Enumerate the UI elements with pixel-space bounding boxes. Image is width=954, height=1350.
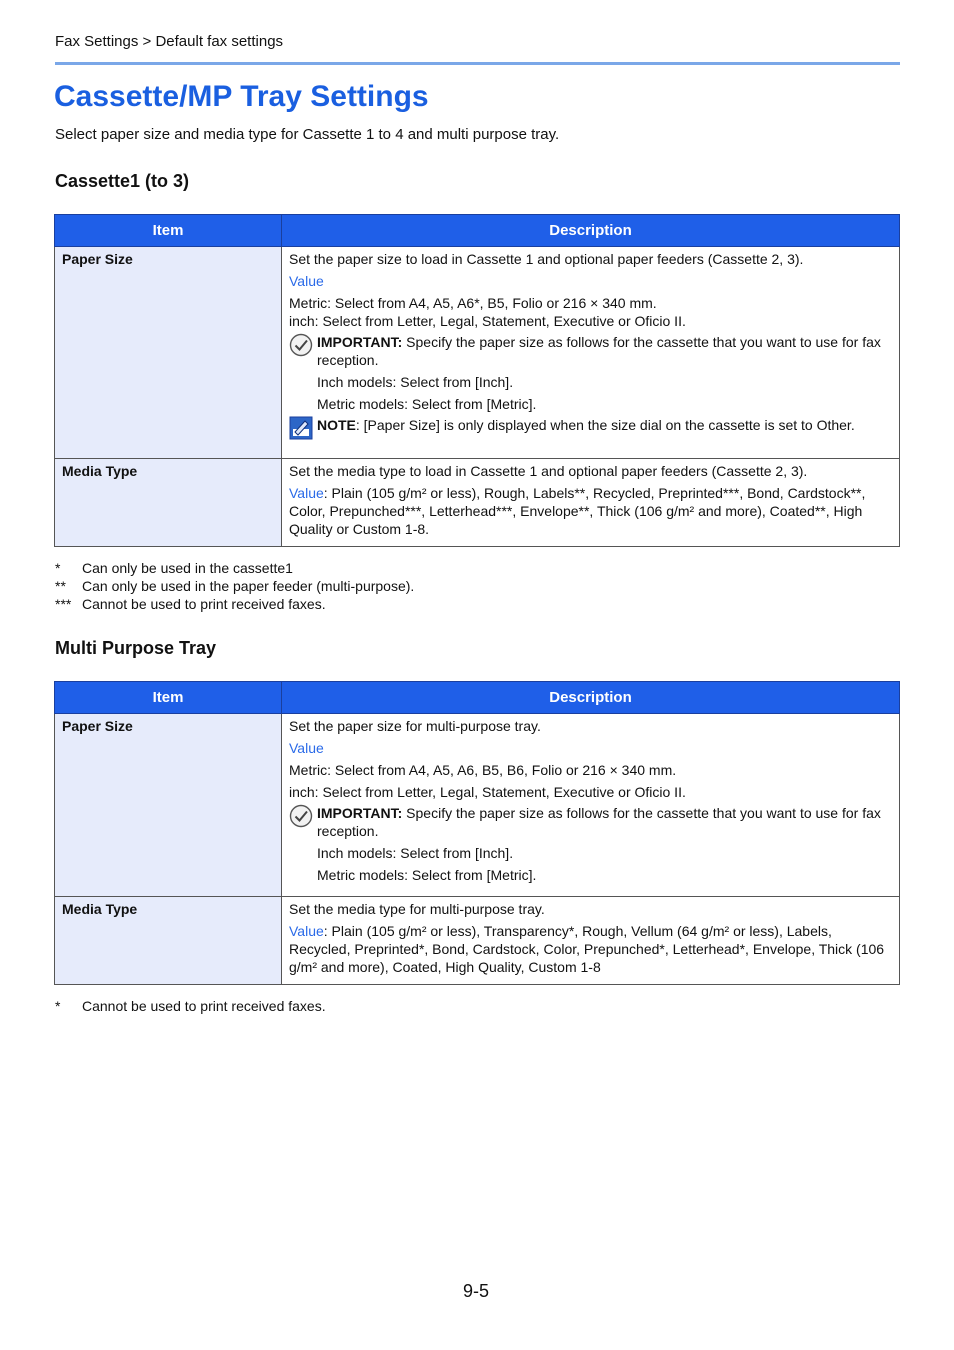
inch-option: inch: Select from Letter, Legal, Statement, Executive or Oficio II. (289, 313, 686, 329)
description-line: Set the paper size to load in Cassette 1 and optional paper feeders (Cassette 2, 3). (289, 251, 804, 267)
metric-models-line: Metric models: Select from [Metric]. (317, 396, 537, 412)
cassette-section-title: Cassette1 (to 3) (55, 171, 190, 191)
important-check-icon (289, 333, 313, 357)
table-row (55, 897, 900, 985)
footnote-mark: * (55, 560, 61, 576)
footnote-text: Cannot be used to print received faxes. (82, 596, 326, 612)
footnote-text: Can only be used in the cassette1 (82, 560, 293, 576)
footnote (55, 997, 326, 1015)
note-pencil-icon (289, 416, 313, 440)
mp-tray-footnotes (55, 997, 326, 1015)
footnote-mark: *** (55, 596, 72, 612)
row-description (282, 247, 900, 459)
footnote-text: Can only be used in the paper feeder (multi-purpose). (82, 578, 415, 594)
breadcrumb: Fax Settings > Default fax settings (55, 33, 284, 50)
footnote-mark: ** (55, 578, 66, 594)
important-block (289, 804, 892, 840)
footnote-text: Cannot be used to print received faxes. (82, 998, 326, 1014)
header-item: Item (55, 682, 282, 714)
note-body: : [Paper Size] is only displayed when the size dial on the cassette is set to Other. (355, 417, 855, 433)
important-text (317, 333, 892, 369)
inch-models-line: Inch models: Select from [Inch]. (317, 374, 514, 390)
row-item-media-type: Media Type (55, 897, 282, 985)
intro-text: Select paper size and media type for Cassette 1 to 4 and multi purpose tray. (55, 126, 560, 143)
page-title: Cassette/MP Tray Settings (54, 80, 429, 113)
value-line (289, 922, 892, 976)
footnote (55, 595, 414, 613)
page-number: 9-5 (463, 1281, 490, 1301)
header-description: Description (282, 682, 900, 714)
value-text: : Plain (105 g/m² or less), Transparency*, Rough, Vellum (64 g/m² or less), Labels, Recycled, Preprinted*, Bond, Cardstock, Color, Prepunched*, Letterhead*, Envelope, Thick (106 g/m² and more), Coated, High Quality, Custom 1-8 (289, 923, 885, 975)
metric-option: Metric: Select from A4, A5, A6, B5, B6, Folio or 216 × 340 mm. (289, 762, 677, 778)
description-line: Set the paper size for multi-purpose tray. (289, 718, 541, 734)
metric-models-line: Metric models: Select from [Metric]. (317, 867, 537, 883)
cassette-footnotes (55, 559, 414, 613)
header-rule (55, 62, 900, 65)
table-header-row (55, 682, 900, 714)
value-label: Value (289, 273, 324, 289)
row-item-media-type: Media Type (55, 459, 282, 547)
important-text (317, 804, 892, 840)
footnote-mark: * (55, 998, 61, 1014)
table-row (55, 247, 900, 459)
cassette-settings-table (54, 214, 900, 547)
value-label: Value (289, 740, 324, 756)
mp-tray-settings-table (54, 681, 900, 985)
row-description (282, 897, 900, 985)
header-description: Description (282, 215, 900, 247)
table-row (55, 714, 900, 897)
important-body: Specify the paper size as follows for the cassette that you want to use for fax reception. (317, 334, 881, 368)
mp-tray-section-title: Multi Purpose Tray (55, 638, 217, 658)
row-description (282, 459, 900, 547)
important-label: IMPORTANT: (317, 805, 403, 821)
table-header-row (55, 215, 900, 247)
important-block (289, 333, 892, 369)
description-line: Set the media type for multi-purpose tray. (289, 901, 545, 917)
value-text: : Plain (105 g/m² or less), Rough, Labels**, Recycled, Preprinted***, Bond, Cardstock**, Color, Prepunched***, Letterhead***, Envelope**, Thick (106 g/m² and more), Coated**, High Quality or Custom 1-8. (289, 485, 866, 537)
inch-option: inch: Select from Letter, Legal, Statement, Executive or Oficio II. (289, 784, 686, 800)
table-row (55, 459, 900, 547)
description-line: Set the media type to load in Cassette 1 and optional paper feeders (Cassette 2, 3). (289, 463, 808, 479)
header-item: Item (55, 215, 282, 247)
note-text (317, 416, 892, 434)
value-label: Value (289, 485, 324, 501)
value-label: Value (289, 923, 324, 939)
row-description (282, 714, 900, 897)
important-body: Specify the paper size as follows for the cassette that you want to use for fax reception. (317, 805, 881, 839)
important-label: IMPORTANT: (317, 334, 403, 350)
metric-option: Metric: Select from A4, A5, A6*, B5, Folio or 216 × 340 mm. (289, 295, 657, 311)
note-label: NOTE (317, 417, 356, 433)
inch-models-line: Inch models: Select from [Inch]. (317, 845, 514, 861)
row-item-paper-size: Paper Size (55, 247, 282, 459)
row-item-paper-size: Paper Size (55, 714, 282, 897)
footnote (55, 577, 414, 595)
note-block (289, 416, 892, 440)
value-line (289, 484, 892, 538)
footnote (55, 559, 414, 577)
important-check-icon (289, 804, 313, 828)
